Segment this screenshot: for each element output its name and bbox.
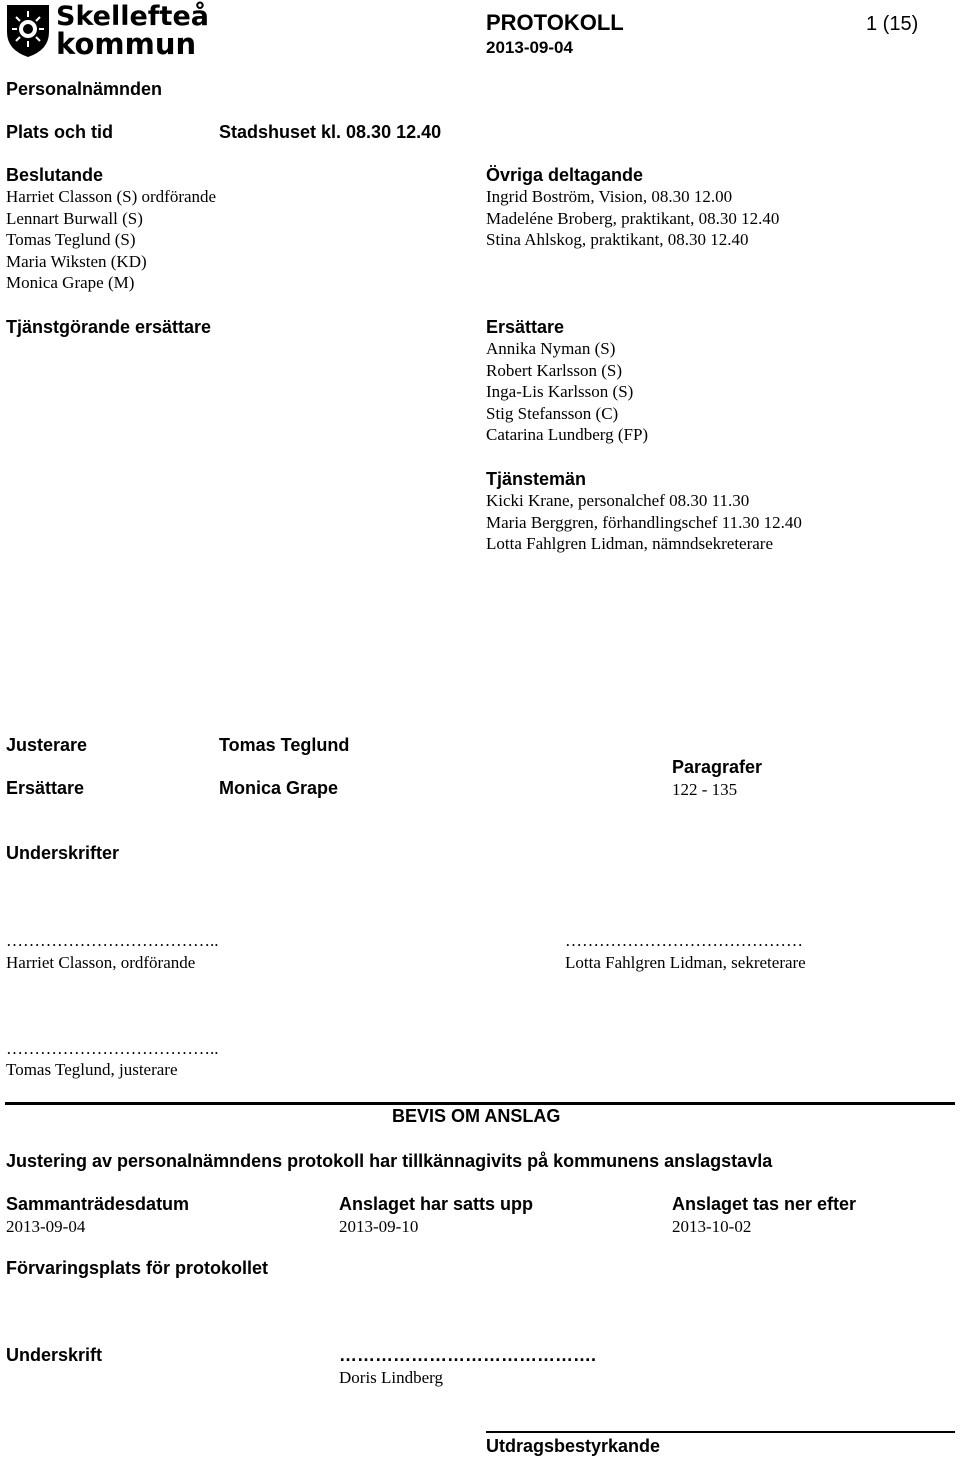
list-item: Maria Wiksten (KD): [6, 251, 147, 271]
storage-label: Förvaringsplats för protokollet: [6, 1258, 269, 1278]
signature-line: ……………………………………: [565, 931, 803, 950]
signature-line: …………………………………….: [339, 1345, 597, 1365]
document-date: 2013-09-04: [486, 38, 573, 57]
list-item: Tomas Teglund (S): [6, 230, 136, 250]
list-item: Kicki Krane, personalchef 08.30 11.30: [486, 491, 750, 510]
signatures-heading: Underskrifter: [6, 843, 120, 863]
beslutande-section: [6, 165, 216, 294]
ersattare-adj-label: Ersättare: [6, 778, 85, 798]
signature-line: ………………………………..: [6, 931, 219, 950]
signature-line: ………………………………..: [6, 1039, 219, 1058]
footer-label: Utdragsbestyrkande: [486, 1436, 661, 1456]
list-item: Stig Stefansson (C): [486, 403, 619, 423]
beslutande-heading: Beslutande: [6, 165, 104, 185]
list-item: Harriet Classon (S) ordförande: [6, 187, 217, 206]
list-item: Robert Karlsson (S): [486, 360, 622, 380]
list-item: Ingrid Boström, Vision, 08.30 12.00: [486, 187, 733, 206]
venue-label: Plats och tid: [6, 122, 114, 142]
municipality-logo: [4, 1, 209, 61]
ovriga-section: [486, 165, 779, 251]
notice-statement: Justering av personalnämndens protokoll har tillkännagivits på kommunens anslagstavla: [6, 1151, 773, 1171]
tjanstemann-heading: Tjänstemän: [486, 469, 587, 489]
list-item: Stina Ahlskog, praktikant, 08.30 12.40: [486, 230, 749, 250]
list-item: Lennart Burwall (S): [6, 208, 143, 228]
document-type: PROTOKOLL: [486, 10, 624, 35]
removal-date-value: 2013-10-02: [672, 1217, 752, 1236]
meeting-date-value: 2013-09-04: [6, 1217, 86, 1236]
ersattare-list: [486, 338, 648, 446]
logo-text-line1: Skellefteå: [56, 1, 209, 32]
list-item: Catarina Lundberg (FP): [486, 425, 649, 445]
justerare-name: Tomas Teglund: [219, 735, 350, 755]
signature-name: Doris Lindberg: [339, 1368, 444, 1387]
section-divider: [5, 1102, 955, 1105]
ovriga-list: [486, 186, 779, 251]
committee-name: Personalnämnden: [6, 79, 163, 99]
list-item: Maria Berggren, förhandlingschef 11.30 12.40: [486, 512, 802, 532]
list-item: Monica Grape (M): [6, 273, 135, 293]
signature-label: Underskrift: [6, 1345, 103, 1365]
list-item: Madeléne Broberg, praktikant, 08.30 12.40: [486, 208, 780, 228]
posted-date-value: 2013-09-10: [339, 1217, 419, 1236]
list-item: Annika Nyman (S): [486, 339, 616, 358]
posted-date-label: Anslaget har satts upp: [339, 1194, 534, 1214]
ersattare-section: [486, 317, 648, 446]
signature-name: Harriet Classon, ordförande: [6, 953, 196, 972]
removal-date-label: Anslaget tas ner efter: [672, 1194, 857, 1214]
paragrafer-label: Paragrafer: [672, 757, 763, 777]
tjanstgorande-heading: Tjänstgörande ersättare: [6, 317, 212, 337]
ersattare-adj-name: Monica Grape: [219, 778, 339, 798]
list-item: Inga-Lis Karlsson (S): [486, 382, 634, 402]
ovriga-heading: Övriga deltagande: [486, 165, 644, 185]
list-item: Lotta Fahlgren Lidman, nämndsekreterare: [486, 534, 773, 554]
venue-value: Stadshuset kl. 08.30 12.40: [219, 122, 442, 142]
tjanstemann-list: [486, 490, 802, 555]
signature-name: Lotta Fahlgren Lidman, sekreterare: [565, 953, 806, 972]
logo-text-line2: kommun: [56, 27, 197, 61]
notice-title: BEVIS OM ANSLAG: [392, 1106, 561, 1126]
beslutande-list: [6, 186, 216, 294]
justerare-label: Justerare: [6, 735, 88, 755]
ersattare-heading: Ersättare: [486, 317, 565, 337]
page-number: 1 (15): [866, 13, 919, 35]
paragrafer-value: 122 - 135: [672, 780, 738, 799]
signature-name: Tomas Teglund, justerare: [6, 1060, 178, 1079]
meeting-date-label: Sammanträdesdatum: [6, 1194, 190, 1214]
section-divider: [486, 1431, 955, 1433]
tjanstemann-section: [486, 469, 802, 555]
